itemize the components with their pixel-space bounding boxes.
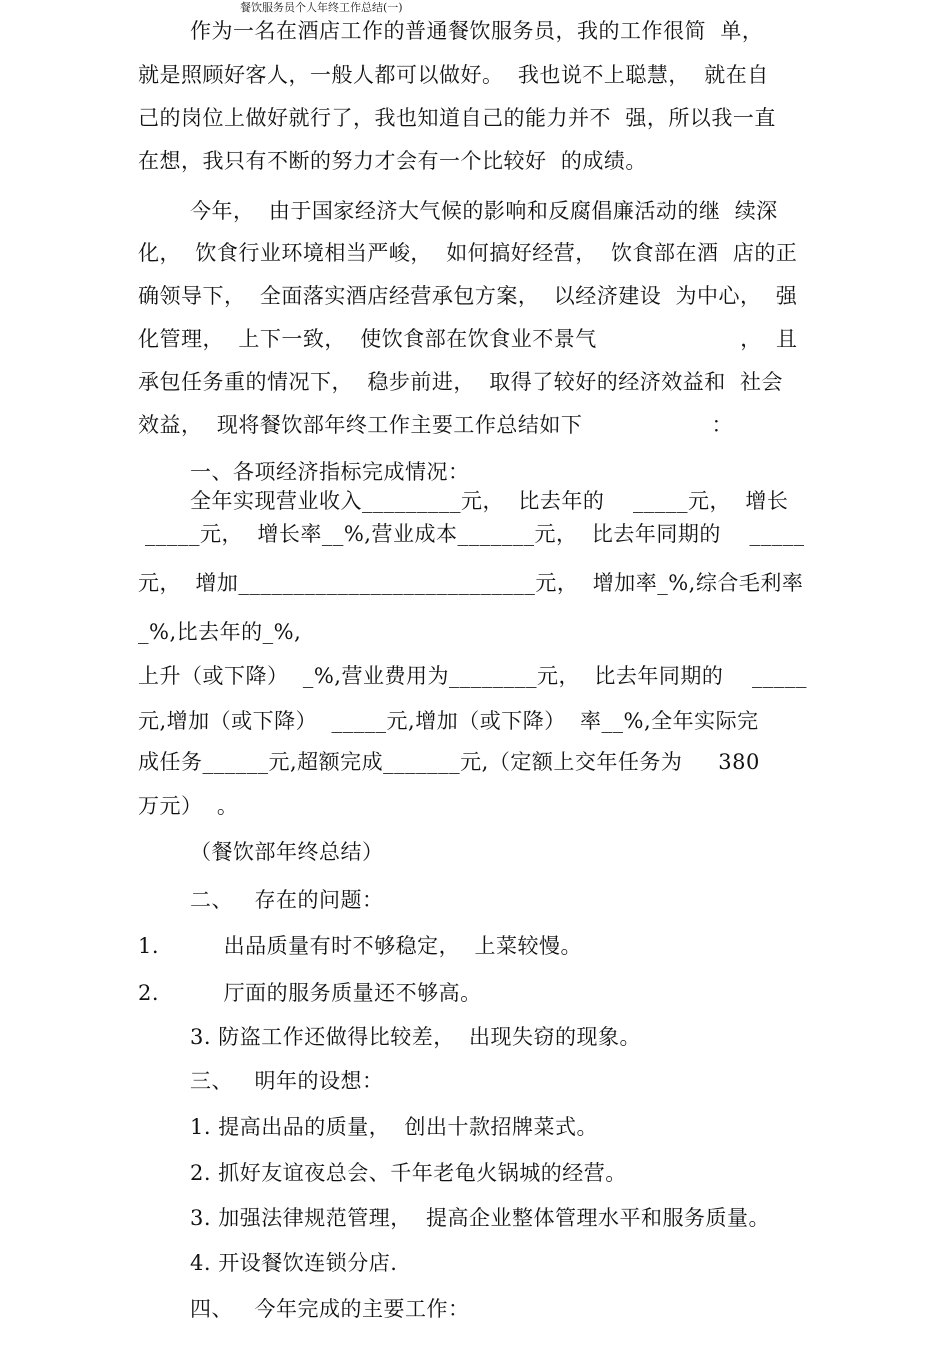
paragraph-line: 化， 饮食行业环境相当严峻， 如何搞好经营， 饮食部在酒 店的正 xyxy=(138,241,798,265)
paragraph-line: 元,增加（或下降） _____元,增加（或下降） 率__%,全年实际完 xyxy=(138,709,759,733)
paragraph-line: 就是照顾好客人，一般人都可以做好。 我也说不上聪慧， 就在自 xyxy=(138,63,769,87)
running-header: 餐饮服务员个人年终工作总结(一) xyxy=(240,1,403,14)
paragraph-line: 万元） 。 xyxy=(138,794,239,818)
paragraph-line: 上升（或下降） _%,营业费用为________元， 比去年同期的 _____ xyxy=(138,664,808,688)
section-heading: 二、 存在的问题： xyxy=(190,888,384,912)
list-item: 2. 厅面的服务质量还不够高。 xyxy=(138,981,482,1005)
paragraph-line: 己的岗位上做好就行了，我也知道自己的能力并不 强，所以我一直 xyxy=(138,106,776,130)
paragraph-line: 在想，我只有不断的努力才会有一个比较好 的成绩。 xyxy=(138,149,647,173)
paragraph-line: 全年实现营业收入_________元， 比去年的 _____元， 增长 xyxy=(190,489,789,513)
section-heading: 一、各项经济指标完成情况： xyxy=(190,460,470,484)
paragraph-line: 化管理， 上下一致， 使饮食部在饮食业不景气 ， 且 xyxy=(138,327,798,351)
paragraph-line: 效益， 现将餐饮部年终工作主要工作总结如下 ： xyxy=(138,413,734,437)
list-item: 2. 抓好友谊夜总会、千年老龟火锅城的经营。 xyxy=(190,1161,627,1185)
paragraph-line: 今年， 由于国家经济大气候的影响和反腐倡廉活动的继 续深 xyxy=(190,199,778,223)
list-item: 1. 出品质量有时不够稳定， 上菜较慢。 xyxy=(138,934,582,958)
paragraph-line: _%,比去年的_%, xyxy=(138,620,302,644)
list-item: 3. 加强法律规范管理， 提高企业整体管理水平和服务质量。 xyxy=(190,1206,771,1230)
paragraph-line: 成任务______元,超额完成_______元,（定额上交年任务为 380 xyxy=(138,750,760,774)
paragraph-line: _____元， 增长率__%,营业成本_______元， 比去年同期的 _____ xyxy=(145,522,805,546)
list-item: 3. 防盗工作还做得比较差， 出现失窃的现象。 xyxy=(190,1025,642,1049)
paragraph-line: 确领导下， 全面落实酒店经营承包方案， 以经济建设 为中心， 强 xyxy=(138,284,798,308)
paragraph-line: 元， 增加___________________________元， 增加率_%,综合毛利率 xyxy=(138,571,804,595)
list-item: 1. 提高出品的质量， 创出十款招牌菜式。 xyxy=(190,1115,599,1139)
section-heading: 四、 今年完成的主要工作： xyxy=(190,1297,470,1321)
document-subtitle: （餐饮部年终总结） xyxy=(190,840,384,864)
paragraph-line: 作为一名在酒店工作的普通餐饮服务员，我的工作很简 单， xyxy=(190,19,764,43)
list-item: 4. 开设餐饮连锁分店. xyxy=(190,1251,398,1275)
section-heading: 三、 明年的设想： xyxy=(190,1069,384,1093)
paragraph-line: 承包任务重的情况下， 稳步前进， 取得了较好的经济效益和 社会 xyxy=(138,370,784,394)
